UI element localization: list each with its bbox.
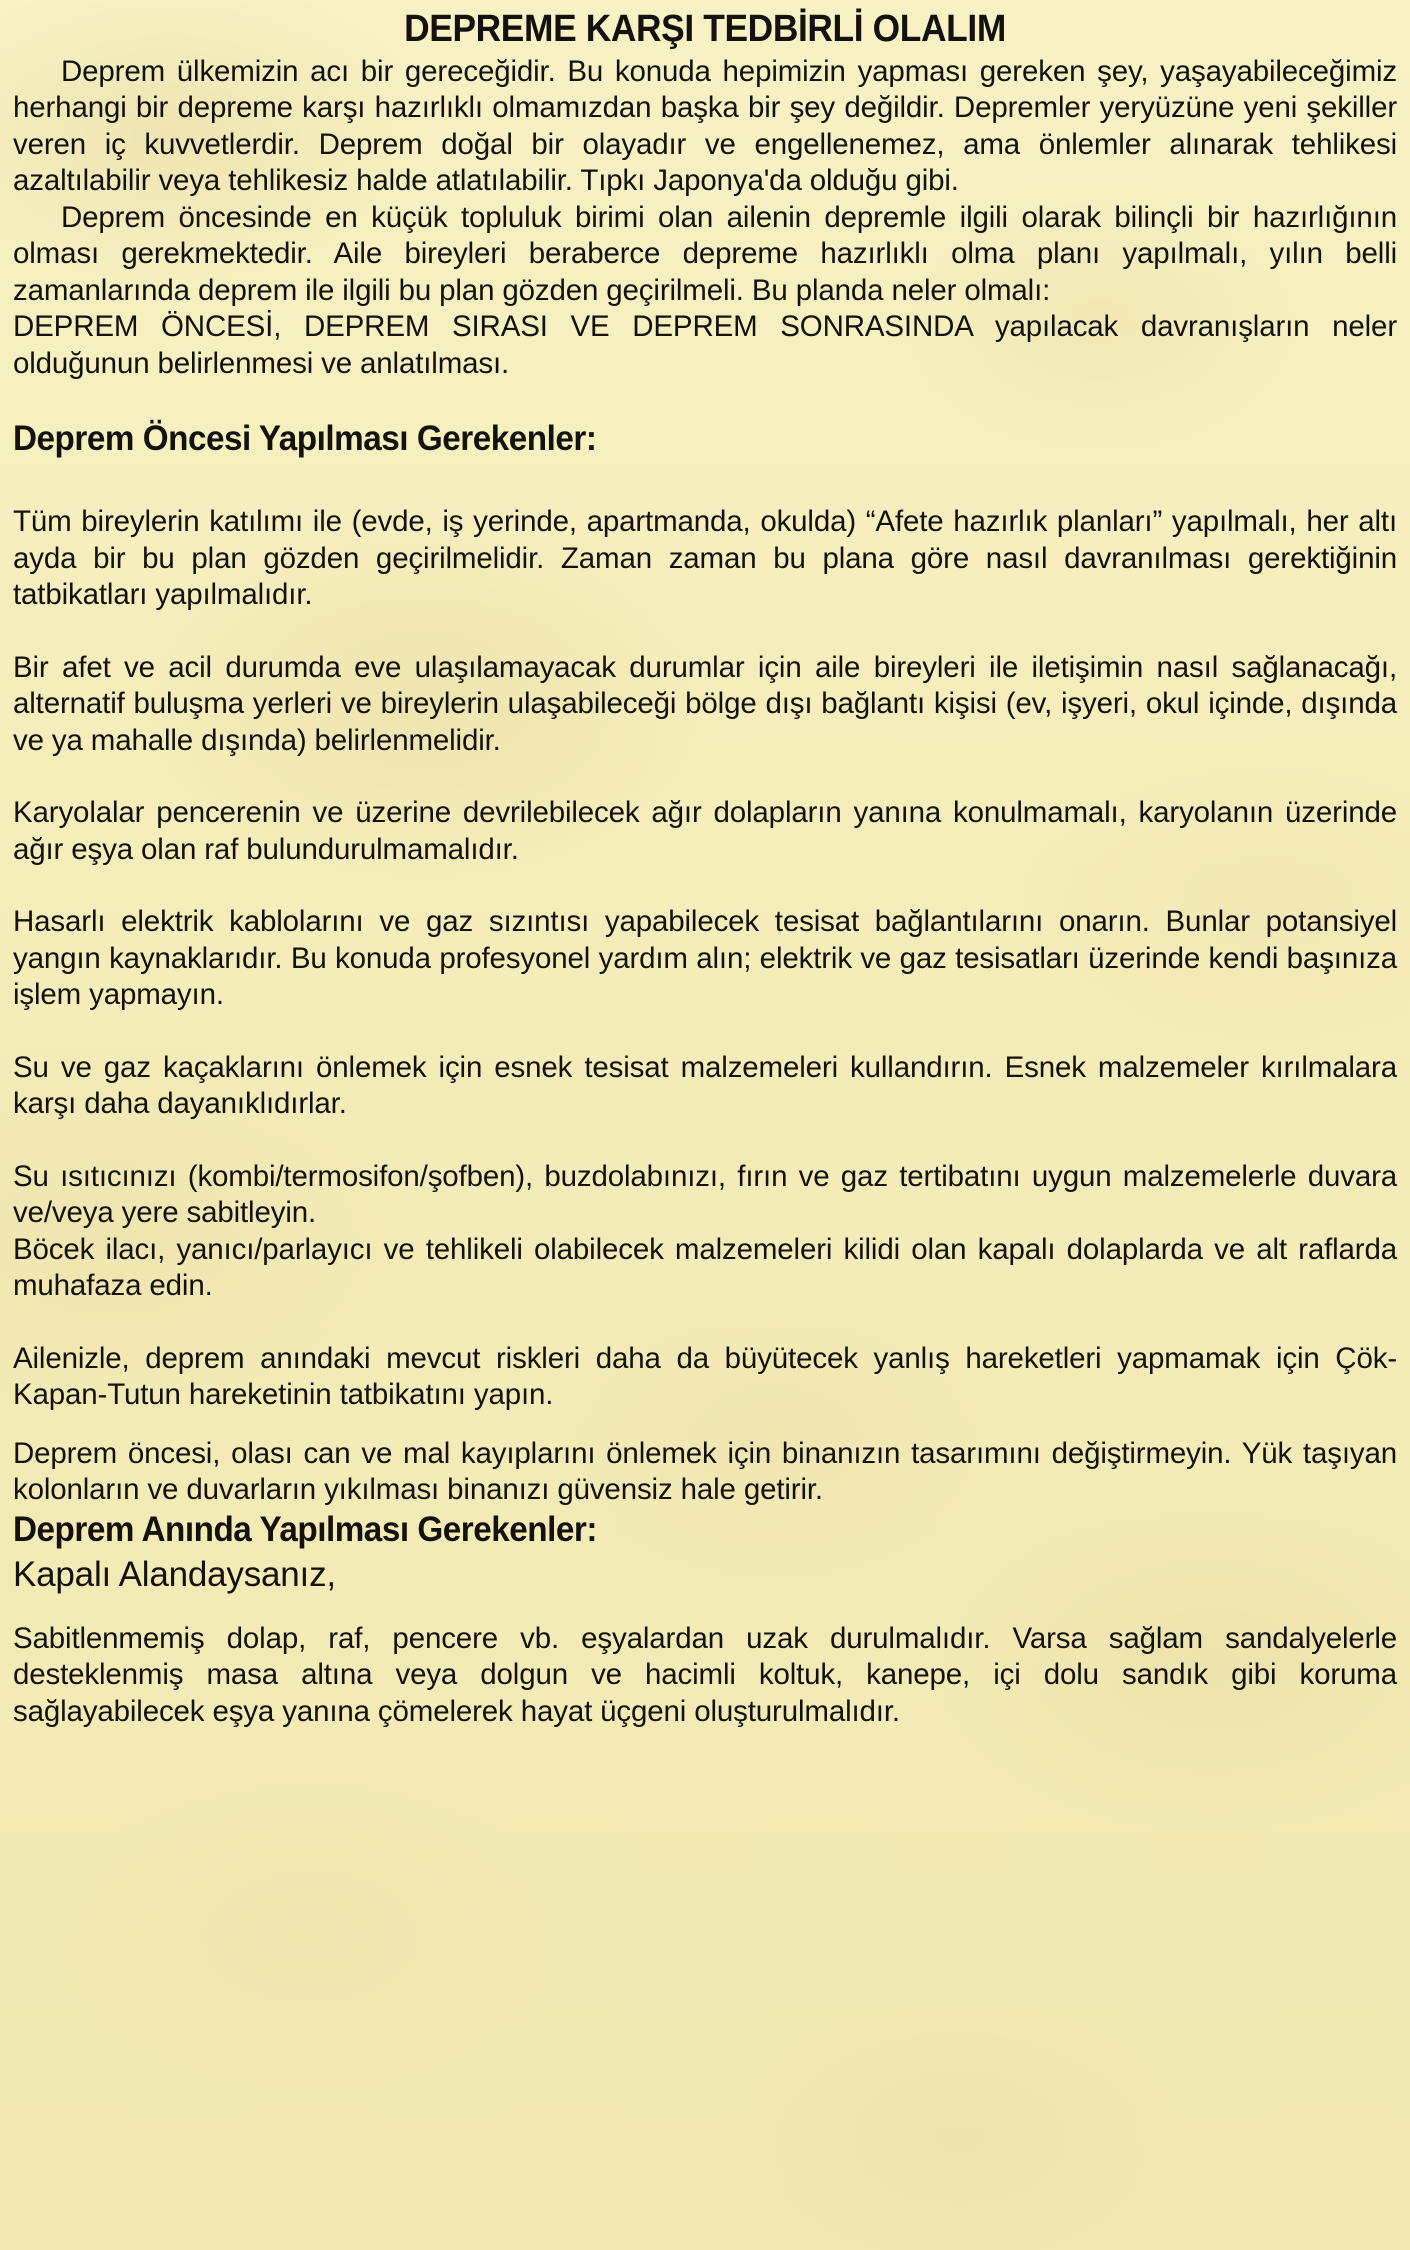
intro-paragraph-3: DEPREM ÖNCESİ, DEPREM SIRASI VE DEPREM SONRASINDA yapılacak davranışların neler olduğunun belirlenmesi ve anlatılması. — [13, 310, 1397, 380]
before-paragraph-3: Karyolalar pencerenin ve üzerine devrilebilecek ağır dolapların yanına konulmamalı, karyolanın üzerinde ağır eşya olan raf bulundurulmamalıdır. — [13, 796, 1397, 866]
page-title: DEPREME KARŞI TEDBİRLİ OLALIM — [404, 8, 1006, 50]
spacer — [13, 382, 1397, 418]
spacer — [13, 868, 1397, 904]
before-paragraph-8: Ailenizle, deprem anındaki mevcut riskleri daha da büyütecek yanlış hareketleri yapmamak için Çök-Kapan-Tutun hareketinin tatbikatını yapın. — [13, 1341, 1397, 1412]
section-heading-during-earthquake: Deprem Anında Yapılması Gerekenler: — [13, 1509, 597, 1549]
during-paragraph-1: Sabitlenmemiş dolap, raf, pencere vb. eşyalardan uzak durulmalıdır. Varsa sağlam sandalyelerle desteklenmiş masa altına veya dolgun ve hacimli koltuk, kanepe, içi dolu sandık gibi koruma sağlayabilecek eşya yanına çömelerek hayat üçgeni oluşturulmalıdır. — [13, 1621, 1397, 1728]
spacer — [13, 460, 1397, 504]
before-paragraph-4: Hasarlı elektrik kablolarını ve gaz sızıntısı yapabilecek tesisat bağlantılarını onarın. Bunlar potansiyel yangın kaynaklarıdır. Bu konuda profesyonel yardım alın; elektrik ve gaz tesisatları üzerinde kendi başınıza işlem yapmayın. — [13, 905, 1397, 1012]
intro-paragraph-2: Deprem öncesinde en küçük topluluk birimi olan ailenin depremle ilgili olarak bilinçli bir hazırlığının olması gerekmektedir. Aile bireyleri beraberce depreme hazırlıklı olma planı yapılmalı, yılın belli zamanlarında deprem ile ilgili bu plan gözden geçirilmeli. Bu planda neler olmalı: — [13, 200, 1397, 307]
spacer — [13, 759, 1397, 795]
before-paragraph-7: Böcek ilacı, yanıcı/parlayıcı ve tehlikeli olabilecek malzemeleri kilidi olan kapalı dolaplarda ve alt raflarda muhafaza edin. — [13, 1232, 1397, 1303]
spacer — [13, 1414, 1397, 1436]
subheading-indoors: Kapalı Alandaysanız, — [13, 1554, 336, 1594]
spacer — [13, 614, 1397, 650]
spacer — [13, 1123, 1397, 1159]
section-heading-before-earthquake: Deprem Öncesi Yapılması Gerekenler: — [13, 419, 597, 459]
before-paragraph-1: Tüm bireylerin katılımı ile (evde, iş yerinde, apartmanda, okulda) “Afete hazırlık planları” yapılmalı, her altı ayda bir bu plan gözden geçirilmelidir. Zaman zaman bu plana göre nasıl davranılması gerektiğinin tatbikatları yapılmalıdır. — [13, 505, 1397, 612]
spacer — [13, 1599, 1397, 1621]
intro-paragraph-1: Deprem ülkemizin acı bir gereceğidir. Bu konuda hepimizin yapması gereken şey, yaşayabileceğimiz herhangi bir depreme karşı hazırlıklı olmamızdan başka bir şey değildir. Depremler yeryüzüne yeni şekiller veren iç kuvvetlerdir. Deprem doğal bir olayadır ve engellenemez, ama önlemler alınarak tehlikesi azaltılabilir veya tehlikesiz halde atlatılabilir. Tıpkı Japonya'da olduğu gibi. — [13, 54, 1397, 198]
spacer — [13, 1305, 1397, 1341]
before-paragraph-9: Deprem öncesi, olası can ve mal kayıplarını önlemek için binanızın tasarımını değiştirmeyin. Yük taşıyan kolonların ve duvarların yıkılması binanızı güvensiz hale getirir. — [13, 1436, 1397, 1507]
spacer — [13, 1014, 1397, 1050]
before-paragraph-2: Bir afet ve acil durumda eve ulaşılamayacak durumlar için aile bireyleri ile iletişimin nasıl sağlanacağı, alternatif buluşma yerleri ve bireylerin ulaşabileceği bölge dışı bağlantı kişisi (ev, işyeri, okul içinde, dışında ve ya mahalle dışında) belirlenmelidir. — [13, 650, 1397, 757]
before-paragraph-6: Su ısıtıcınızı (kombi/termosifon/şofben), buzdolabınızı, fırın ve gaz tertibatını uygun malzemelerle duvara ve/veya yere sabitleyin. — [13, 1159, 1397, 1230]
before-paragraph-5: Su ve gaz kaçaklarını önlemek için esnek tesisat malzemeleri kullandırın. Esnek malzemeler kırılmalara karşı daha dayanıklıdırlar. — [13, 1050, 1397, 1121]
